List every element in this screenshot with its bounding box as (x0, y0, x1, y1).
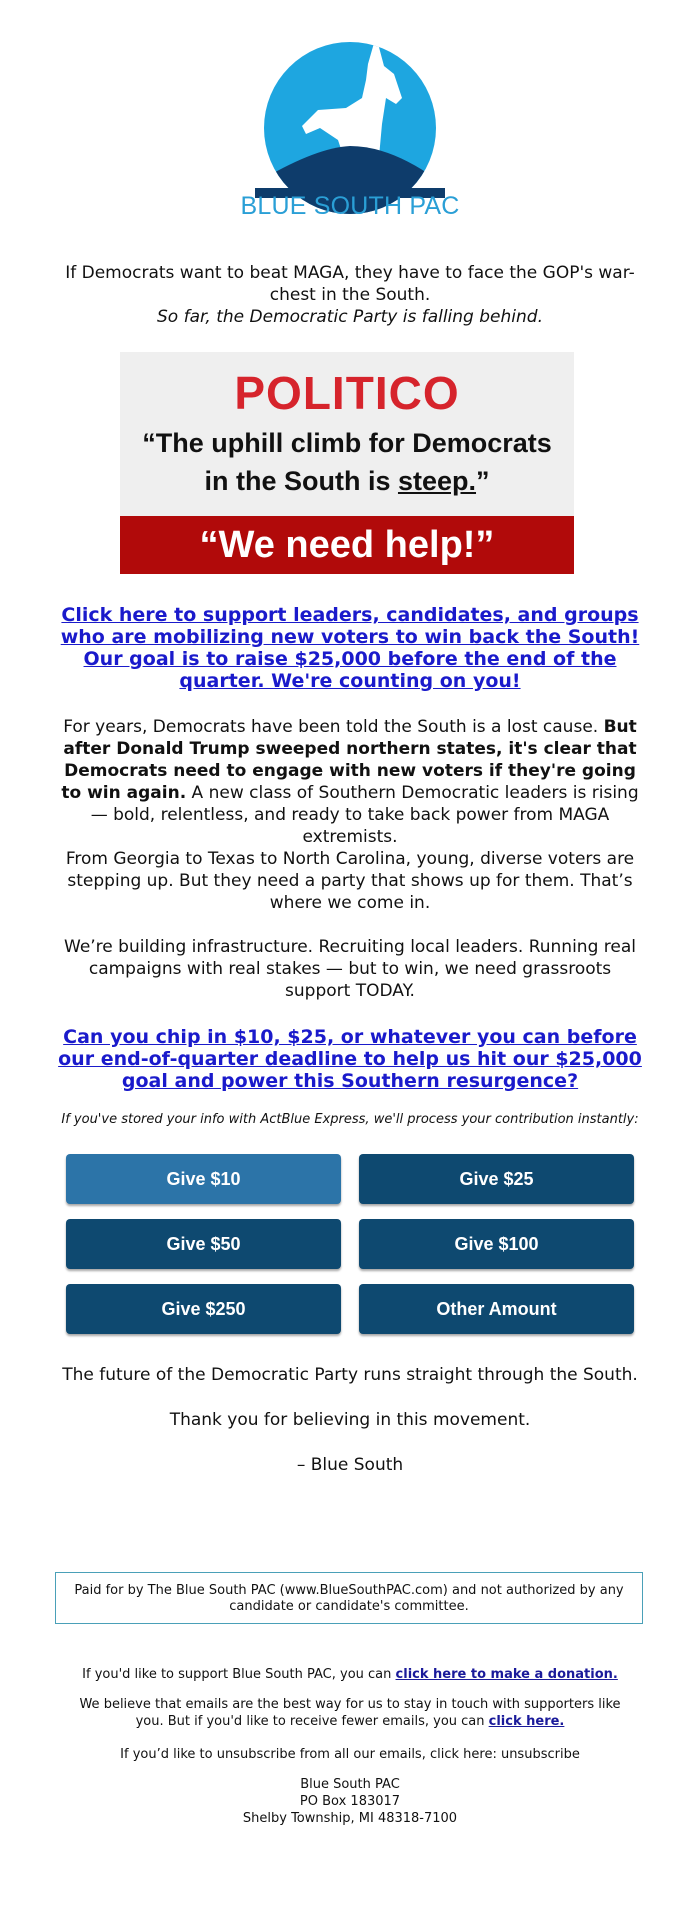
donation-link[interactable]: click here to make a donation. (395, 1667, 618, 1682)
politico-quote (120, 424, 574, 500)
body-paragraph-2: From Georgia to Texas to North Carolina, young, diverse voters are stepping up. But they need a party that shows up for them. That’s where we come in. (65, 849, 635, 913)
support-line: If you'd like to support Blue South PAC, you can click here to make a donation. (82, 1667, 618, 1682)
politico-brand: POLITICO (234, 367, 460, 419)
fewer-emails-link[interactable]: click here. (488, 1714, 565, 1729)
address-po-box: PO Box 183017 (299, 1794, 401, 1809)
unsubscribe-line[interactable]: If you’d like to unsubscribe from all our emails, click here: unsubscribe (120, 1747, 580, 1762)
body-paragraph-3: We’re building infrastructure. Recruiting local leaders. Running real campaigns with real stakes — but to win, we need grassroots support TODAY. (64, 937, 636, 1001)
body-paragraph-1: For years, Democrats have been told the South is a lost cause. But after Donald Trump sweeped northern states, it's clear that Democrats need to engage with new voters if they're going to win again. A new class of Southern Democratic leaders is rising — bold, relentless, and ready to take back power from MAGA extremists. (61, 717, 639, 847)
address-name: Blue South PAC (300, 1777, 400, 1792)
paid-for-disclaimer: Paid for by The Blue South PAC (www.BlueSouthPAC.com) and not authorized by any candidate or candidate's committee. (55, 1572, 643, 1624)
give-25-button[interactable]: Give $25 (359, 1154, 634, 1204)
closing-line-2: Thank you for believing in this movement. (169, 1410, 531, 1430)
give-250-button[interactable]: Give $250 (66, 1284, 341, 1334)
email-frequency-line: We believe that emails are the best way for us to stay in touch with supporters like you. But if you'd like to receive fewer emails, you can click here. (79, 1697, 621, 1729)
intro-line: If Democrats want to beat MAGA, they have to face the GOP's war-chest in the South. (65, 263, 635, 305)
logo-text: BLUE SOUTH PAC (240, 192, 460, 220)
address-city: Shelby Township, MI 48318-7100 (242, 1811, 458, 1826)
give-100-button[interactable]: Give $100 (359, 1219, 634, 1269)
intro-italic-line: So far, the Democratic Party is falling behind. (157, 307, 543, 327)
signature: – Blue South (296, 1455, 404, 1475)
help-banner: “We need help!” (120, 516, 574, 574)
quote-line-2: in the South is steep.” (204, 466, 490, 496)
quote-line-1: “The uphill climb for Democrats (142, 428, 552, 458)
intro-text (50, 262, 650, 328)
cta-bottom-link[interactable]: Can you chip in $10, $25, or whatever you can before our end-of-quarter deadline to help us hit our $25,000 goal and power this Southern resurgence? (58, 1026, 642, 1092)
actblue-note: If you've stored your info with ActBlue Express, we'll process your contribution instantly: (61, 1112, 639, 1127)
closing-line-1: The future of the Democratic Party runs straight through the South. (62, 1365, 638, 1385)
politico-image[interactable] (120, 352, 574, 574)
other-amount-button[interactable]: Other Amount (359, 1284, 634, 1334)
give-10-button[interactable]: Give $10 (66, 1154, 341, 1204)
cta-top-link[interactable]: Click here to support leaders, candidates, and groups who are mobilizing new voters to win back the South! Our goal is to raise $25,000 before the end of the quarter. We're counting on you! (60, 604, 640, 692)
give-50-button[interactable]: Give $50 (66, 1219, 341, 1269)
